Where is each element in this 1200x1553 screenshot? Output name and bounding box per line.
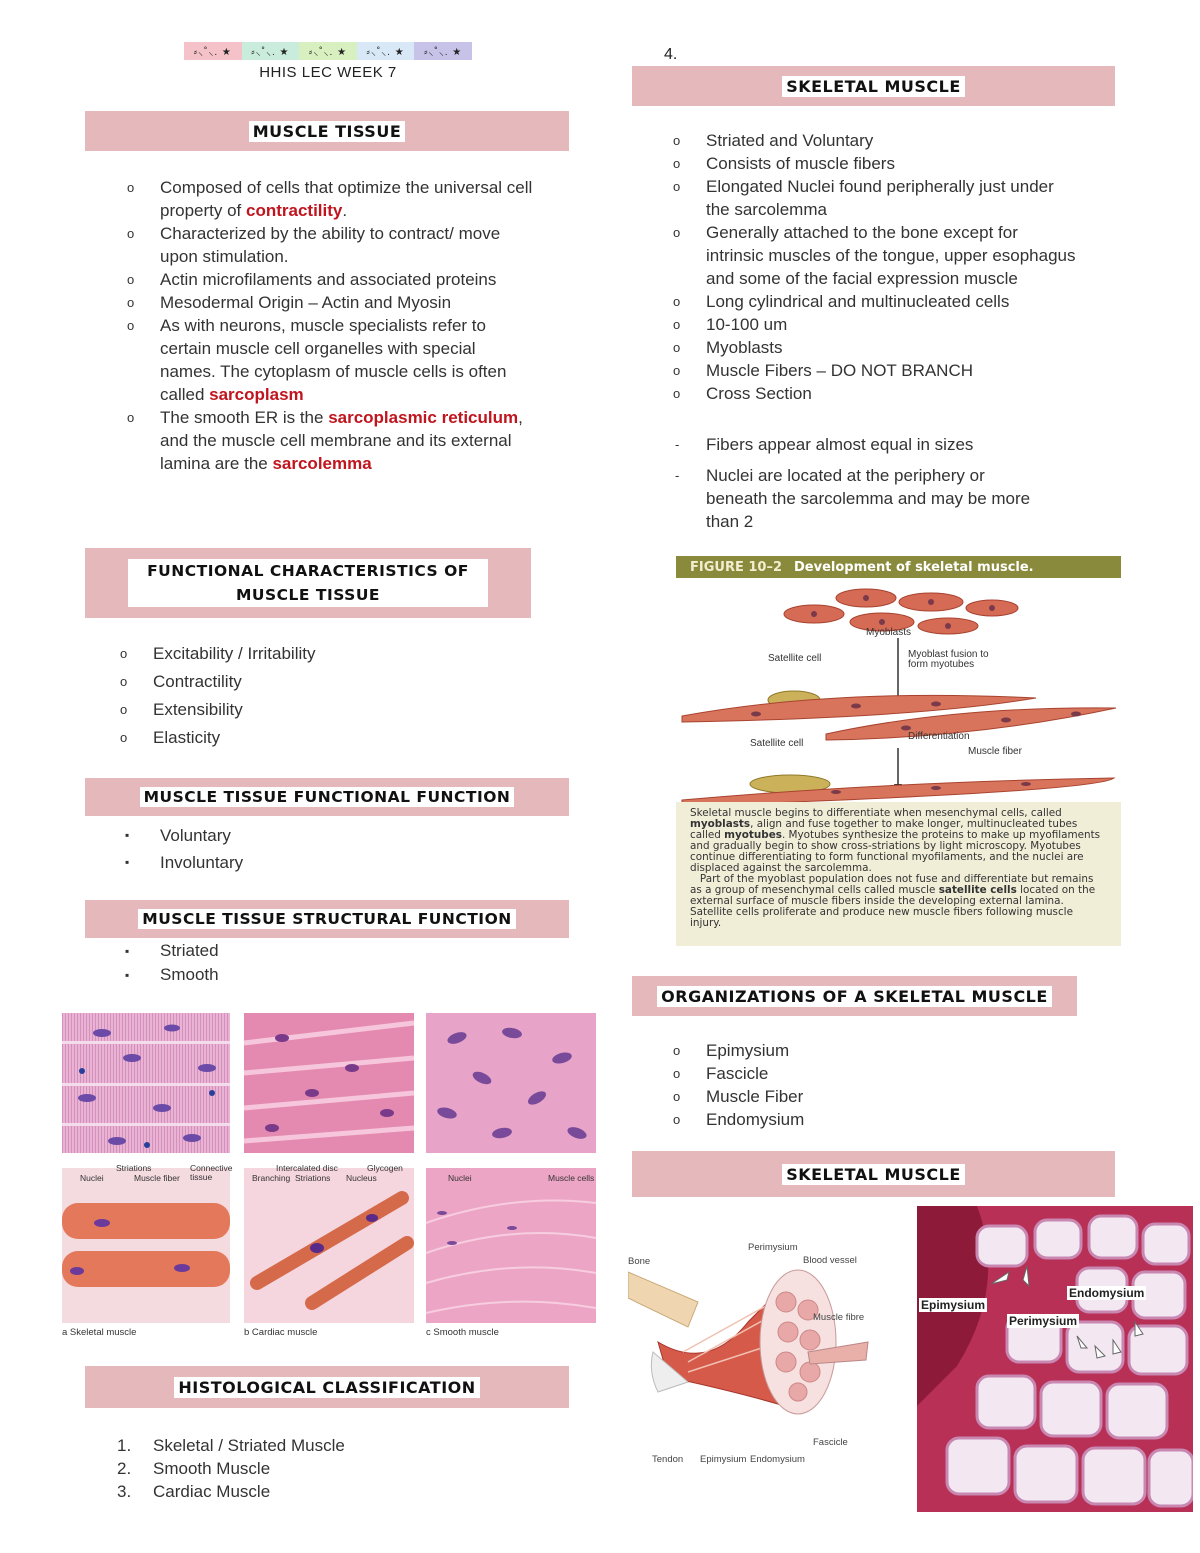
anatomy-label: Fascicle [813,1437,848,1448]
list-item: o Generally attached to the bone except for intrinsic muscles of the tongue, upper esophagus and some of the facial expression muscle [706,221,1076,290]
section-title: MUSCLE TISSUE [249,121,406,142]
figure-title-bar: FIGURE 10–2 Development of skeletal muscle. [676,556,1121,578]
section-header-organizations [632,976,1077,1016]
list-item: o Muscle Fiber [706,1085,1076,1108]
histo-label: Striations [295,1173,331,1183]
list-item: o Characterized by the ability to contract/ move upon stimulation. [160,222,540,268]
section-title: SKELETAL MUSCLE [782,1164,965,1185]
figure-caption: Skeletal muscle begins to differentiate when mesenchymal cells, called myoblasts, align and fuse together to make longer, multinucleated tubes called myotubes. Myotubes synthesize the proteins to make up myofilaments and gradually begin to show cross-striations by light microscopy. Myotubes continue differentiating to form functional myofilaments, and the nuclei are displaced against the sarcolemma. Part of the myoblast population does not fuse and differentiate but remains as a group of mesenchymal cells called muscle satellite cells located on the external surface of muscle fibers inside the developing external lamina. Satellite cells proliferate and produce new muscle fibers following muscle injury. [676,802,1121,946]
histo-caption: b Cardiac muscle [244,1327,318,1338]
figure-development-skeletal-muscle [676,556,1121,946]
figure-label: Satellite cell [750,738,804,749]
figure-label: Myoblast fusion to form myotubes [908,649,989,670]
muscle-anatomy-illustration [628,1232,893,1472]
section-title: SKELETAL MUSCLE [782,76,965,97]
anatomy-label: Tendon [652,1454,684,1465]
list-item: 2. Smooth Muscle [153,1457,533,1480]
list-item: o As with neurons, muscle specialists refer to certain muscle cell organelles with special names. The cytoplasm of muscle cells is often called sarcoplasm [160,314,540,406]
skeletal-muscle-list [706,129,1076,405]
anatomy-label: Blood vessel [803,1255,857,1266]
list-item: o 10-100 um [706,313,1076,336]
list-item: ▪ Involuntary [160,849,540,876]
figure-label: Differentiation [908,731,970,742]
micro-label: Endomysium [1069,1286,1145,1300]
list-item: o Mesodermal Origin – Actin and Myosin [160,291,540,314]
section-title: MUSCLE TISSUE FUNCTIONAL FUNCTION [140,787,515,807]
decorative-header-strip [184,42,472,60]
list-item: o Extensibility [153,696,533,724]
histo-label: Connective tissue [190,1163,233,1182]
list-item: o Endomysium [706,1108,1076,1131]
deco-segment: ⸗⸜˚⸜. ★ [242,42,300,60]
structural-function-list [160,939,540,987]
micro-label: Epimysium [921,1298,986,1312]
list-item: o Epimysium [706,1039,1076,1062]
list-item: o Myoblasts [706,336,1076,359]
section-header-functional-characteristics [85,548,531,618]
list-item: o Striated and Voluntary [706,129,1076,152]
section-title: MUSCLE TISSUE STRUCTURAL FUNCTION [138,909,515,929]
section-header-structural-function [85,900,569,938]
histo-label: Muscle fiber [134,1173,180,1183]
list-item: ▪ Smooth [160,963,540,987]
list-item: o Consists of muscle fibers [706,152,1076,175]
histo-label: Glycogen [367,1163,403,1173]
anatomy-label: Epimysium [700,1454,747,1465]
deco-segment: ⸗⸜˚⸜. ★ [357,42,415,60]
list-item: o Cross Section [706,382,1076,405]
figure-label: Satellite cell [768,653,822,664]
section-header-muscle-tissue [85,111,569,151]
anatomy-label: Endomysium [750,1454,805,1465]
histological-classification-list [153,1434,533,1503]
list-item: o Elasticity [153,724,533,752]
histo-label: Nuclei [80,1173,104,1183]
section-title: HISTOLOGICAL CLASSIFICATION [174,1377,479,1398]
list-item: o The smooth ER is the sarcoplasmic reticulum, and the muscle cell membrane and its external lamina are the sarcolemma [160,406,540,475]
anatomy-label: Muscle fibre [813,1312,865,1323]
section-title: ORGANIZATIONS OF A SKELETAL MUSCLE [657,986,1052,1007]
list-item: o Muscle Fibers – DO NOT BRANCH [706,359,1076,382]
section-title: FUNCTIONAL CHARACTERISTICS OF MUSCLE TISSUE [128,559,488,607]
list-item: o Long cylindrical and multinucleated cells [706,290,1076,313]
course-title: HHIS LEC WEEK 7 [259,64,397,81]
figure-label: Muscle fiber [968,746,1022,757]
figure-label: Myoblasts [866,627,912,638]
histo-label: Muscle cells [548,1173,595,1183]
list-item: o Actin microfilaments and associated proteins [160,268,540,291]
deco-segment: ⸗⸜˚⸜. ★ [299,42,357,60]
anatomy-graphic [628,1232,893,1472]
histo-label: Nuclei [448,1173,472,1183]
list-item: o Excitability / Irritability [153,640,533,668]
histo-label: Branching [252,1173,291,1183]
deco-segment: ⸗⸜˚⸜. ★ [184,42,242,60]
list-item: 1. Skeletal / Striated Muscle [153,1434,533,1457]
anatomy-label: Bone [628,1256,651,1267]
list-item: o Elongated Nuclei found peripherally just under the sarcolemma [706,175,1076,221]
micro-label: Perimysium [1009,1314,1078,1328]
list-item: o Composed of cells that optimize the universal cell property of contractility. [160,176,540,222]
functional-function-list [160,822,540,876]
skeletal-muscle-micrograph [917,1206,1193,1512]
histo-label: Intercalated disc [276,1163,338,1173]
section-header-functional-function [85,778,569,816]
histo-caption: c Smooth muscle [426,1327,499,1338]
deco-segment: ⸗⸜˚⸜. ★ [414,42,472,60]
list-item: ▪ Voluntary [160,822,540,849]
histo-label: Striations [116,1163,152,1173]
list-item: o Contractility [153,668,533,696]
list-item: o Fascicle [706,1062,1076,1085]
item-number: 4. [664,46,678,63]
section-header-skeletal-muscle [632,66,1115,106]
anatomy-label: Perimysium [748,1242,798,1253]
section-header-skeletal-muscle-2 [632,1151,1115,1197]
section-header-histological-classification [85,1366,569,1408]
list-item: 3. Cardiac Muscle [153,1480,533,1503]
list-item: ▪ Striated [160,939,540,963]
organizations-list [706,1039,1076,1131]
cross-section-list [706,433,1046,533]
development-diagram [676,578,1121,802]
list-item: - Nuclei are located at the periphery or beneath the sarcolemma and may be more than 2 [706,464,1046,533]
histo-caption: a Skeletal muscle [62,1327,137,1338]
muscle-types-histology-figure [62,1013,596,1343]
micrograph-graphic [917,1206,1193,1512]
functional-characteristics-list [153,640,533,752]
histo-label: Nucleus [346,1173,377,1183]
list-item: - Fibers appear almost equal in sizes [706,433,1046,456]
muscle-tissue-list [160,176,540,475]
